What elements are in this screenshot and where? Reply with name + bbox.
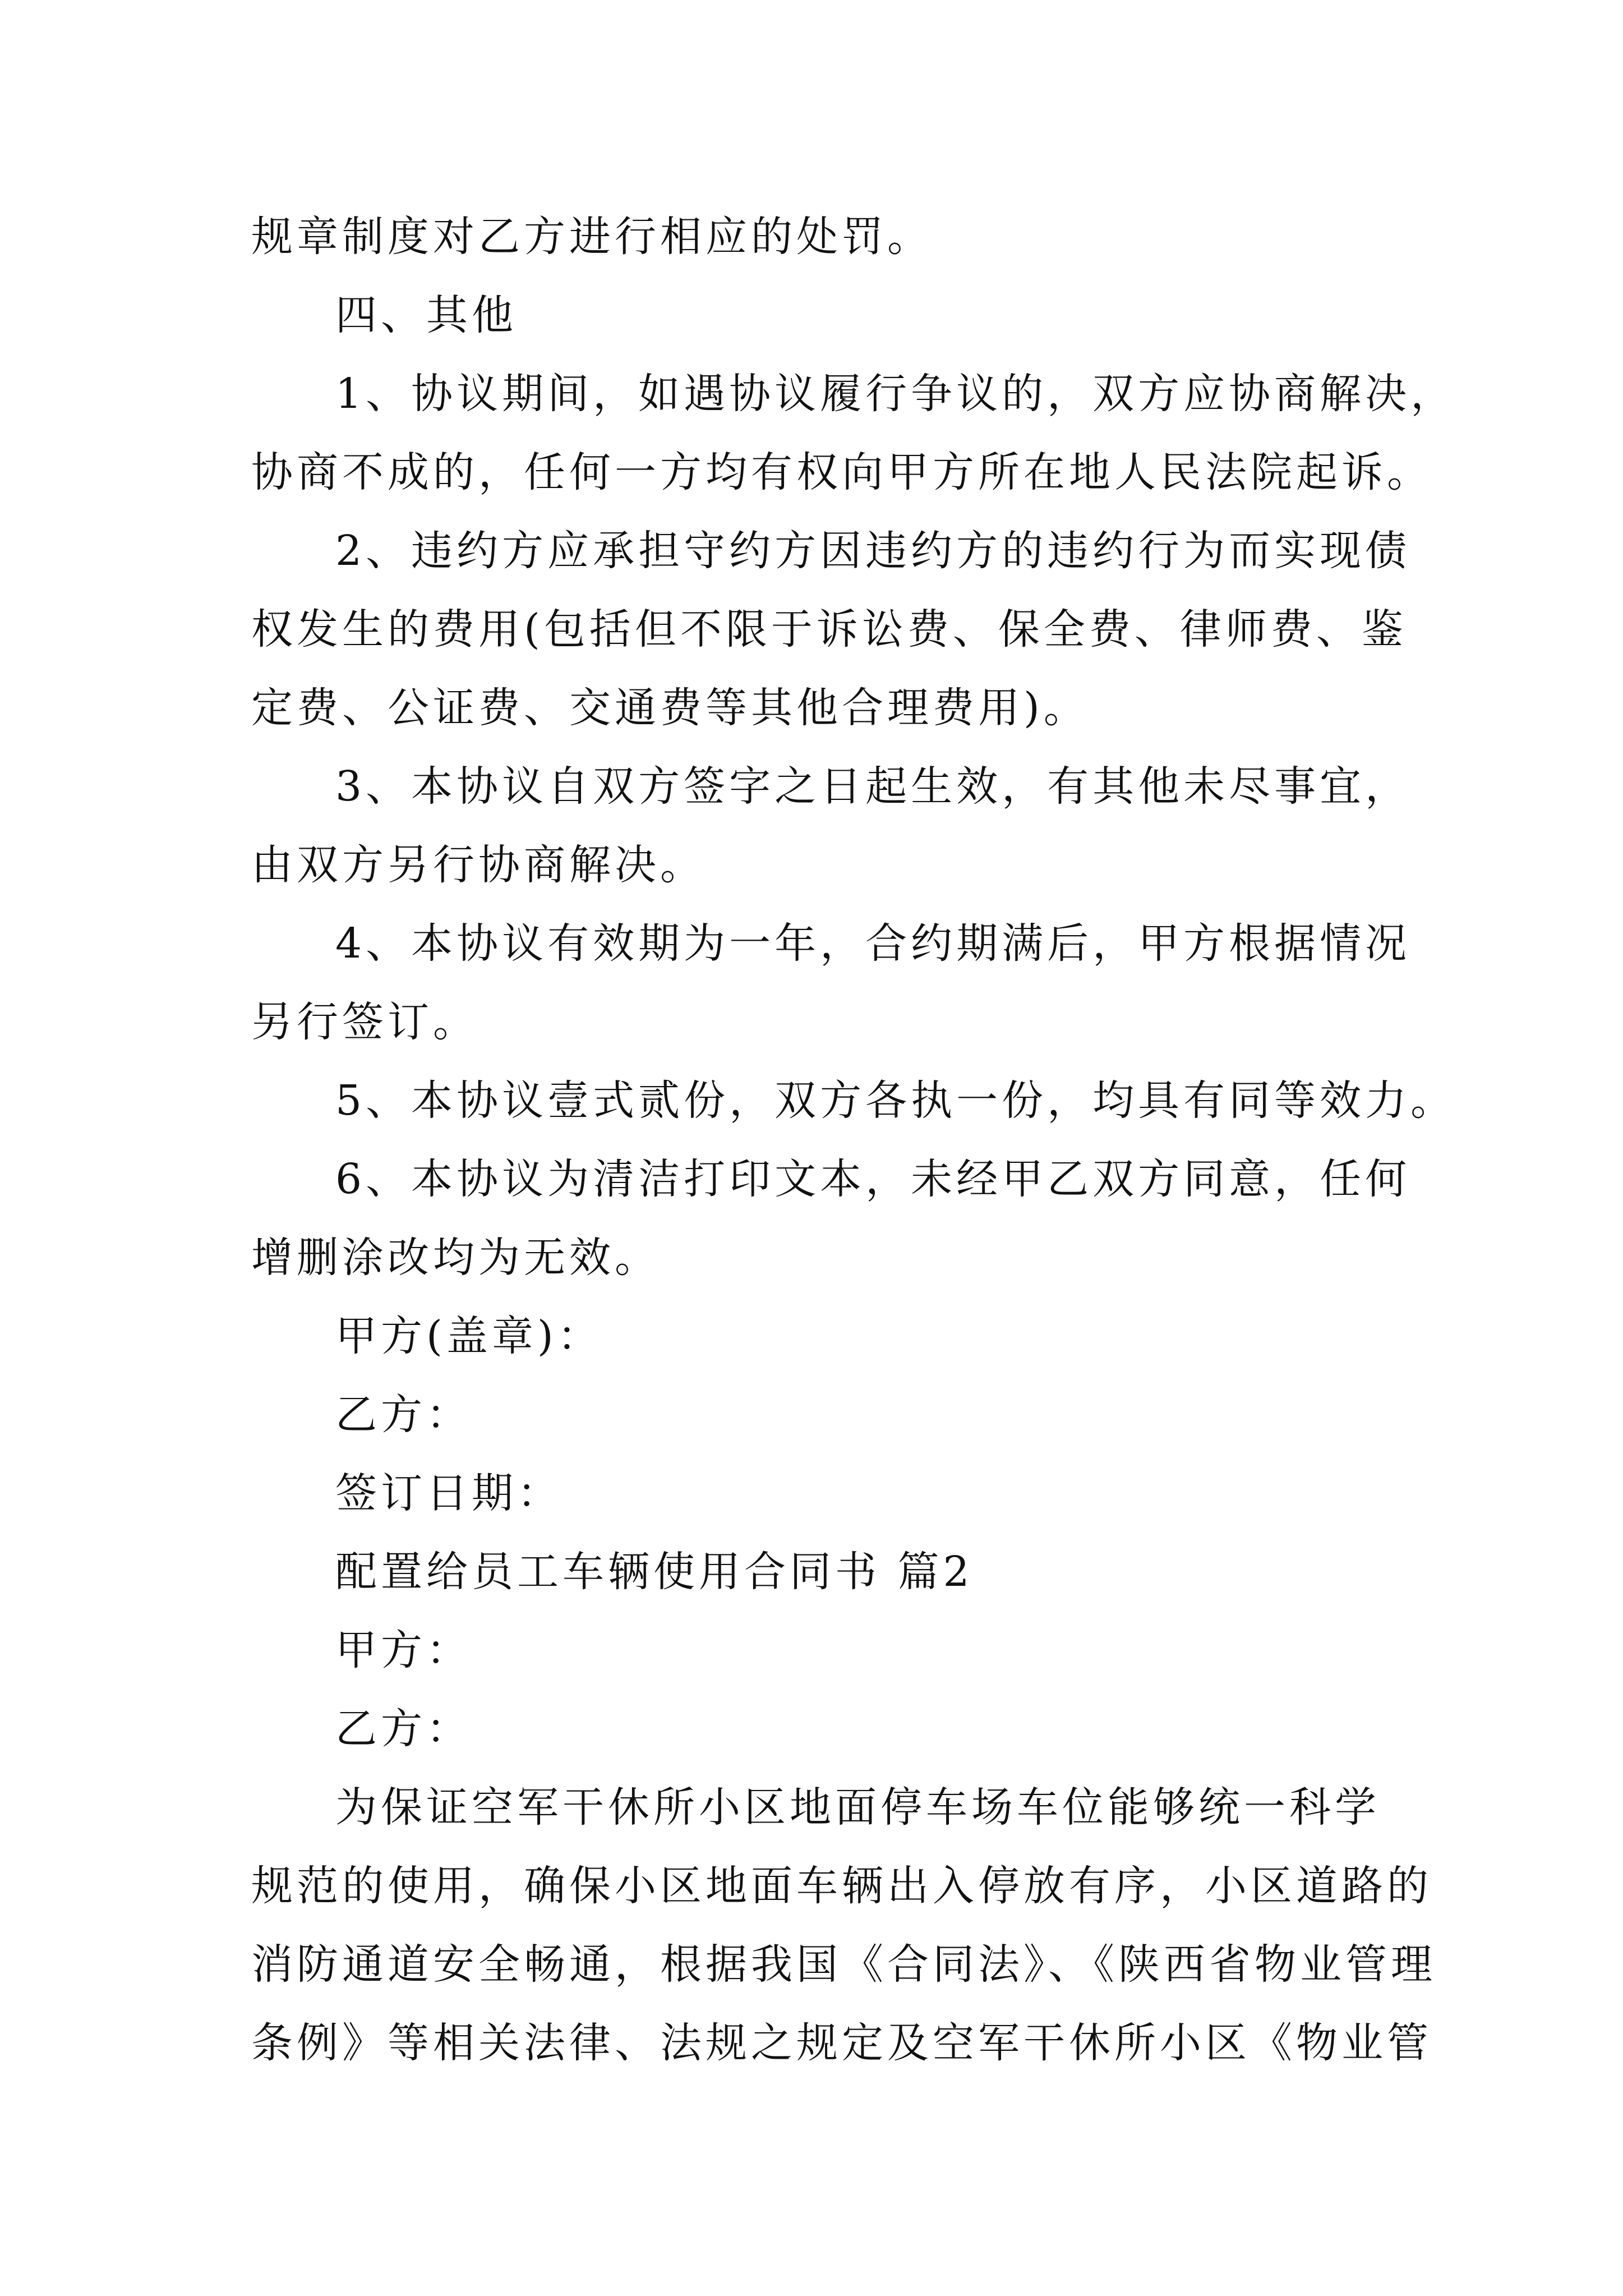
section-heading: 四、其他 — [335, 291, 517, 339]
paragraph-line: 条例》等相关法律、法规之规定及空军干休所小区《物业管 — [251, 2019, 1432, 2067]
contract-title: 配置给员工车辆使用合同书 篇2 — [335, 1548, 974, 1596]
party-a-label: 甲方： — [335, 1626, 472, 1674]
paragraph-line: 2、违约方应承担守约方因违约方的违约行为而实现债 — [335, 527, 1411, 575]
signature-party-a: 甲方(盖章)： — [335, 1312, 603, 1360]
paragraph-line: 3、本协议自双方签字之日起生效，有其他未尽事宜， — [335, 762, 1411, 811]
signature-party-b: 乙方： — [335, 1391, 472, 1439]
document-body — [251, 197, 1456, 2082]
paragraph-line: 1、协议期间，如遇协议履行争议的，双方应协商解决， — [335, 370, 1456, 418]
paragraph-line: 另行签订。 — [251, 998, 478, 1046]
paragraph-line: 增删涂改均为无效。 — [251, 1234, 660, 1282]
paragraph-line: 5、本协议壹式贰份，双方各执一份，均具有同等效力。 — [335, 1076, 1456, 1125]
paragraph-line: 协商不成的，任何一方均有权向甲方所在地人民法院起诉。 — [251, 448, 1432, 496]
signature-date: 签订日期： — [335, 1469, 562, 1517]
paragraph-line: 规章制度对乙方进行相应的处罚。 — [251, 213, 933, 261]
paragraph-line: 定费、公证费、交通费等其他合理费用)。 — [251, 684, 1089, 732]
paragraph-line: 由双方另行协商解决。 — [251, 841, 706, 889]
party-b-label: 乙方： — [335, 1705, 472, 1753]
paragraph-line: 4、本协议有效期为一年，合约期满后，甲方根据情况 — [335, 919, 1411, 968]
paragraph-line: 消防通道安全畅通，根据我国《合同法》、《陕西省物业管理 — [251, 1940, 1436, 1989]
paragraph-line: 为保证空军干休所小区地面停车场车位能够统一科学 — [335, 1783, 1380, 1832]
paragraph-line: 权发生的费用(包括但不限于诉讼费、保全费、律师费、鉴 — [251, 605, 1407, 654]
paragraph-line: 规范的使用，确保小区地面车辆出入停放有序，小区道路的 — [251, 1862, 1432, 1910]
paragraph-line: 6、本协议为清洁打印文本，未经甲乙双方同意，任何 — [335, 1155, 1411, 1203]
